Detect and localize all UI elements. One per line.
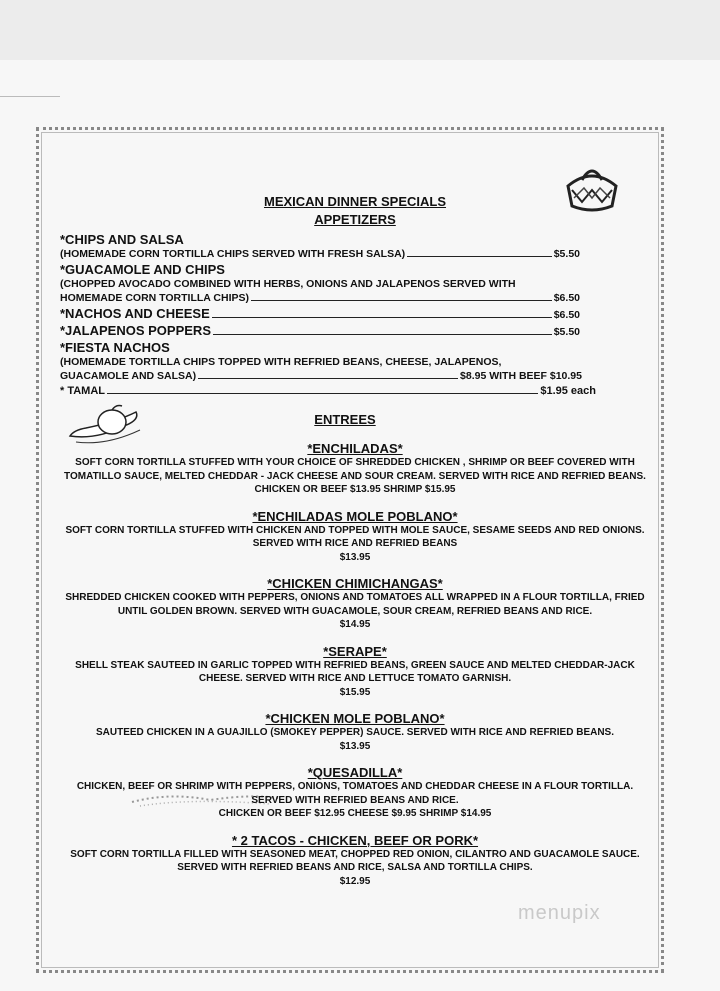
appetizer-desc: GUACAMOLE AND SALSA) (60, 370, 197, 382)
appetizer-price: $5.50 (553, 326, 580, 338)
entree-price: $13.95 (339, 740, 371, 752)
entree-desc: SAUTEED CHICKEN IN A GUAJILLO (SMOKEY PEPPER) SAUCE. SERVED WITH RICE AND REFRIED BEANS. (95, 727, 615, 738)
entree-item (60, 509, 650, 565)
background-top (0, 0, 720, 60)
menu-title: MEXICAN DINNER SPECIALS (263, 194, 447, 209)
page-edge-mark (0, 96, 60, 97)
entree-price: CHICKEN OR BEEF $12.95 CHEESE $9.95 SHRIMP $14.95 (218, 808, 492, 819)
entree-item (60, 765, 650, 821)
entree-desc: SHREDDED CHICKEN COOKED WITH PEPPERS, ONIONS AND TOMATOES ALL WRAPPED IN A FLOUR TORTILLA, FRIED UNTIL GOLDEN BROWN. SERVED WITH GUACAMOLE, SOUR CREAM, REFRIED BEANS AND RICE. (65, 592, 645, 617)
appetizer-row (60, 369, 582, 384)
entree-name: *SERAPE* (323, 643, 387, 659)
appetizer-name: *FIESTA NACHOS (60, 340, 170, 355)
menu-content (60, 193, 650, 888)
entree-desc: SOFT CORN TORTILLA STUFFED WITH CHICKEN AND TOPPED WITH MOLE SAUCE, SESAME SEEDS AND RED ONIONS. SERVED WITH RICE AND REFRIED BEANS (65, 524, 645, 549)
appetizer-row (60, 384, 596, 399)
entree-item (60, 711, 650, 753)
watermark: menupix (518, 902, 601, 924)
dot-leader (107, 393, 538, 394)
appetizer-price: $1.95 each (540, 385, 596, 397)
entree-item (60, 644, 650, 700)
entree-name: *QUESADILLA* (307, 765, 403, 780)
entrees-section (60, 441, 650, 888)
entree-name: *ENCHILADAS* (307, 441, 403, 456)
appetizer-name: *NACHOS AND CHEESE (60, 306, 210, 321)
entree-name: *ENCHILADAS MOLE POBLANO* (252, 508, 458, 524)
entree-desc: SHELL STEAK SAUTEED IN GARLIC TOPPED WITH REFRIED BEANS, GREEN SAUCE AND MELTED CHEDDAR-JACK CHEESE. SERVED WITH RICE AND LETTUCE TOMATO GARNISH. (75, 659, 635, 684)
entree-item (60, 576, 650, 632)
entree-price: $15.95 (339, 686, 371, 698)
entree-price: $12.95 (339, 875, 371, 887)
entree-item (60, 833, 650, 889)
appetizer-price: $5.50 (553, 248, 580, 260)
entrees-heading: ENTREES (314, 412, 376, 427)
dot-leader (251, 300, 552, 301)
appetizer-row (60, 247, 580, 262)
appetizer-price: $6.50 (553, 309, 580, 321)
entree-desc: CHICKEN, BEEF OR SHRIMP WITH PEPPERS, ONIONS, TOMATOES AND CHEDDAR CHEESE IN A FLOUR TORTILLA. SERVED WITH REFRIED BEANS AND RICE. (76, 781, 634, 806)
entree-item (60, 441, 650, 497)
entree-desc: SOFT CORN TORTILLA STUFFED WITH YOUR CHOICE OF SHREDDED CHICKEN , SHRIMP OR BEEF COVERED WITH TOMATILLO SAUCE, MELTED CHEDDAR - JACK CHEESE AND SOUR CREAM. SERVED WITH RICE AND REFRIED BEANS. (64, 457, 646, 482)
appetizer-name: * TAMAL (60, 385, 106, 397)
appetizer-row (60, 291, 580, 306)
appetizer-name: *CHIPS AND SALSA (60, 232, 184, 247)
entree-price: $14.95 (339, 619, 371, 630)
appetizer-row (60, 323, 580, 340)
dot-leader (213, 334, 552, 335)
entree-name: *CHICKEN CHIMICHANGAS* (267, 576, 443, 591)
entree-name: *CHICKEN MOLE POBLANO* (265, 711, 445, 726)
appetizer-price: $8.95 WITH BEEF $10.95 (460, 370, 582, 382)
entree-price: CHICKEN OR BEEF $13.95 SHRIMP $15.95 (254, 484, 456, 495)
appetizer-price: $6.50 (553, 292, 580, 304)
appetizer-name: *GUACAMOLE AND CHIPS (60, 262, 225, 277)
appetizer-name: *JALAPENOS POPPERS (60, 323, 211, 338)
dot-leader (198, 378, 458, 379)
appetizer-desc: HOMEMADE CORN TORTILLA CHIPS) (60, 292, 249, 304)
entree-price: $13.95 (339, 551, 371, 563)
appetizer-desc: (HOMEMADE TORTILLA CHIPS TOPPED WITH REFRIED BEANS, CHEESE, JALAPENOS, (60, 356, 502, 368)
entree-name: * 2 TACOS - CHICKEN, BEEF OR PORK* (231, 832, 479, 848)
dot-leader (212, 317, 552, 318)
appetizers-heading: APPETIZERS (314, 212, 396, 227)
appetizer-row (60, 306, 580, 323)
appetizer-desc: (CHOPPED AVOCADO COMBINED WITH HERBS, ONIONS AND JALAPENOS SERVED WITH (60, 278, 516, 290)
entree-desc: SOFT CORN TORTILLA FILLED WITH SEASONED MEAT, CHOPPED RED ONION, CILANTRO AND GUACAMOLE SAUCE. SERVED WITH REFRIED BEANS AND RICE, SALSA AND TORTILLA CHIPS. (70, 848, 640, 873)
appetizers-section (60, 232, 650, 399)
dot-leader (407, 256, 552, 257)
appetizer-desc: (HOMEMADE CORN TORTILLA CHIPS SERVED WITH FRESH SALSA) (60, 248, 406, 260)
